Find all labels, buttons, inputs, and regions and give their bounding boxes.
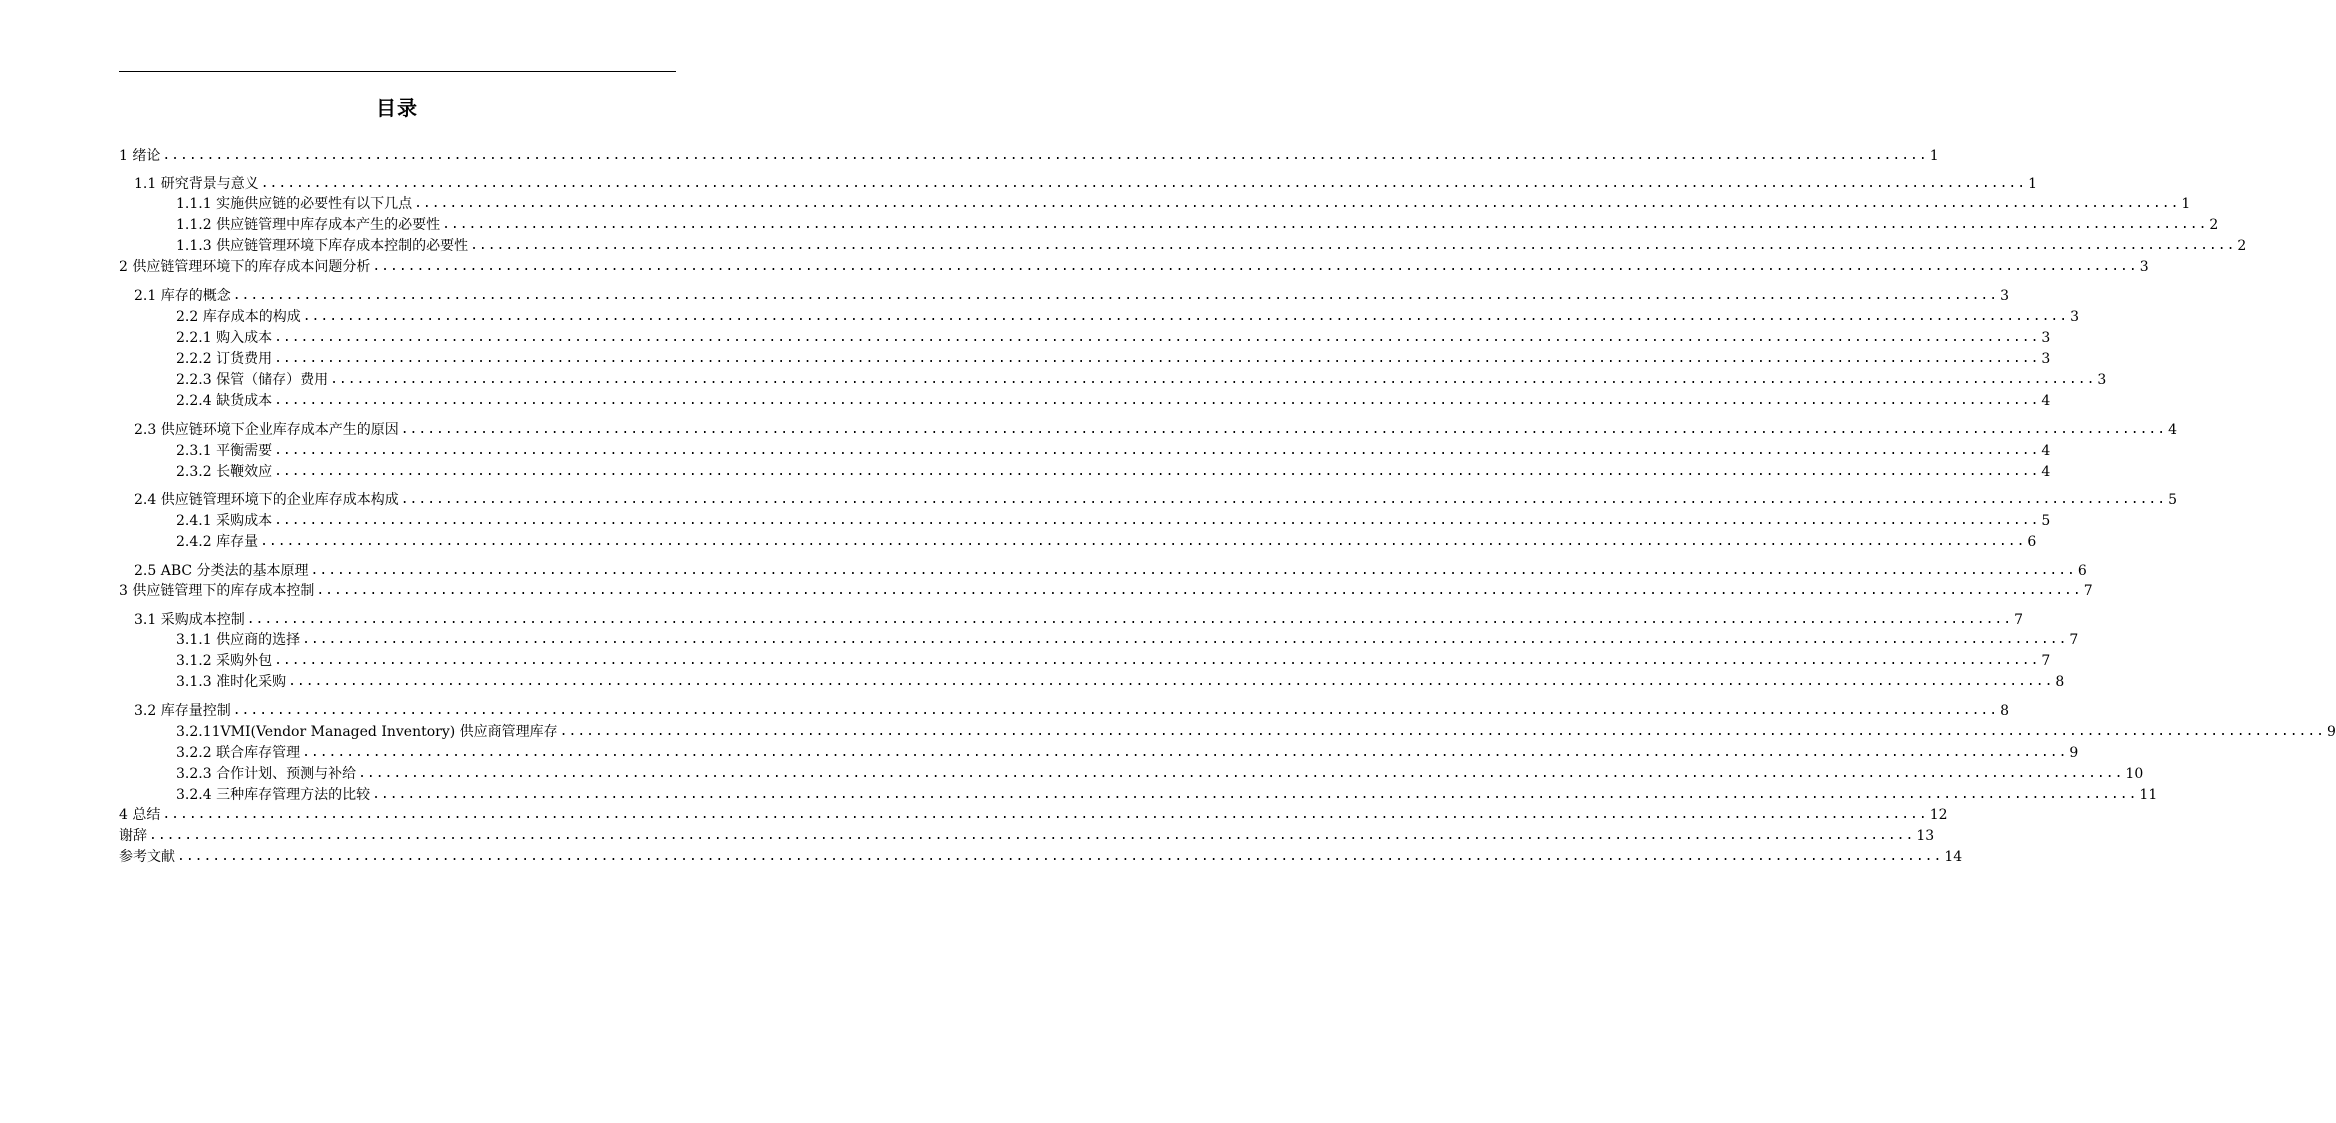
toc-entry[interactable] bbox=[119, 847, 1963, 867]
toc-dot-leader: ........................................................................................................................................................................................................ bbox=[330, 372, 2096, 387]
toc-entry-page-number: 9 bbox=[2069, 745, 2079, 761]
toc-dot-leader: ........................................................................................................................................................................................................ bbox=[316, 583, 2082, 598]
toc-dot-leader: ........................................................................................................................................................................................................ bbox=[274, 513, 2040, 528]
toc-entry[interactable] bbox=[176, 307, 2079, 327]
toc-entry-page-number: 5 bbox=[2168, 492, 2177, 508]
toc-dot-leader: ........................................................................................................................................................................................................ bbox=[288, 674, 2054, 689]
toc-entry[interactable] bbox=[119, 581, 2093, 601]
toc-dot-leader: ........................................................................................................................................................................................................ bbox=[232, 703, 1999, 718]
toc-entry[interactable] bbox=[134, 701, 2009, 721]
toc-entry-page-number: 6 bbox=[2027, 534, 2037, 550]
toc-entry-label: 2.2.3 保管（储存）费用 bbox=[176, 372, 329, 388]
toc-entry[interactable] bbox=[176, 511, 2051, 531]
toc-entry-page-number: 4 bbox=[2168, 422, 2177, 438]
toc-entry-label: 谢辞 bbox=[119, 828, 147, 844]
toc-entry[interactable] bbox=[176, 370, 2107, 390]
toc-entry-label: 2.2.4 缺货成本 bbox=[176, 393, 273, 409]
toc-entry-page-number: 3 bbox=[2139, 259, 2149, 275]
toc-entry-page-number: 8 bbox=[2000, 703, 2009, 719]
toc-dot-leader: ........................................................................................................................................................................................................ bbox=[310, 563, 2076, 578]
toc-entry-page-number: 9 bbox=[2327, 724, 2336, 740]
toc-entry-label: 2.4.1 采购成本 bbox=[176, 513, 273, 529]
toc-dot-leader: ........................................................................................................................................................................................................ bbox=[162, 148, 1928, 163]
toc-dot-leader: ........................................................................................................................................................................................................ bbox=[232, 288, 1999, 303]
toc-entry-page-number: 3 bbox=[2070, 309, 2079, 325]
toc-entry-label: 1.1.3 供应链管理环境下库存成本控制的必要性 bbox=[176, 238, 469, 254]
toc-entry-label: 1.1.1 实施供应链的必要性有以下几点 bbox=[176, 196, 413, 212]
toc-entry[interactable] bbox=[134, 286, 2009, 306]
toc-entry-label: 4 总结 bbox=[119, 807, 161, 823]
toc-entry-label: 2.5 ABC 分类法的基本原理 bbox=[134, 563, 309, 579]
toc-dot-leader: ........................................................................................................................................................................................................ bbox=[162, 807, 1928, 822]
toc-dot-leader: ........................................................................................................................................................................................................ bbox=[274, 653, 2040, 668]
toc-entry-page-number: 12 bbox=[1929, 807, 1948, 823]
toc-entry-label: 2.1 库存的概念 bbox=[134, 288, 231, 304]
toc-entry-label: 1.1.2 供应链管理中库存成本产生的必要性 bbox=[176, 217, 441, 233]
toc-entry-label: 2.4 供应链管理环境下的企业库存成本构成 bbox=[134, 492, 399, 508]
toc-entry-page-number: 4 bbox=[2041, 464, 2051, 480]
toc-entry[interactable] bbox=[176, 462, 2051, 482]
toc-dot-leader: ........................................................................................................................................................................................................ bbox=[372, 787, 2138, 802]
toc-entry-page-number: 2 bbox=[2209, 217, 2219, 233]
toc-entry-page-number: 13 bbox=[1916, 828, 1935, 844]
toc-entry-label: 3 供应链管理下的库存成本控制 bbox=[119, 583, 315, 599]
toc-dot-leader: ........................................................................................................................................................................................................ bbox=[559, 724, 2326, 739]
toc-dot-leader: ........................................................................................................................................................................................................ bbox=[260, 176, 2027, 191]
toc-entry[interactable] bbox=[176, 328, 2051, 348]
toc-entry[interactable] bbox=[176, 391, 2051, 411]
toc-entry-label: 3.1.1 供应商的选择 bbox=[176, 632, 301, 648]
toc-entry[interactable] bbox=[134, 490, 2177, 510]
toc-dot-leader: ........................................................................................................................................................................................................ bbox=[246, 612, 2013, 627]
toc-entry[interactable] bbox=[176, 441, 2051, 461]
toc-entry-label: 2.2 库存成本的构成 bbox=[176, 309, 301, 325]
toc-entry-label: 2.2.1 购入成本 bbox=[176, 330, 273, 346]
toc-dot-leader: ........................................................................................................................................................................................................ bbox=[400, 492, 2167, 507]
toc-dot-leader: ........................................................................................................................................................................................................ bbox=[302, 309, 2069, 324]
toc-dot-leader: ........................................................................................................................................................................................................ bbox=[442, 217, 2208, 232]
toc-dot-leader: ........................................................................................................................................................................................................ bbox=[274, 464, 2040, 479]
toc-entry-page-number: 10 bbox=[2125, 766, 2144, 782]
toc-entry-page-number: 7 bbox=[2014, 612, 2023, 628]
toc-entry[interactable] bbox=[176, 785, 2158, 805]
toc-entry-page-number: 6 bbox=[2077, 563, 2087, 579]
toc-entry[interactable] bbox=[119, 146, 1939, 166]
toc-entry-page-number: 7 bbox=[2041, 653, 2051, 669]
toc-entry-page-number: 8 bbox=[2055, 674, 2065, 690]
toc-dot-leader: ........................................................................................................................................................................................................ bbox=[372, 259, 2138, 274]
toc-entry[interactable] bbox=[176, 349, 2051, 369]
toc-dot-leader: ........................................................................................................................................................................................................ bbox=[302, 632, 2068, 647]
toc-entry-page-number: 3 bbox=[2041, 330, 2051, 346]
toc-entry-page-number: 7 bbox=[2069, 632, 2079, 648]
toc-entry-label: 1.1 研究背景与意义 bbox=[134, 176, 259, 192]
page-title: 目录 bbox=[376, 96, 418, 120]
toc-entry-page-number: 3 bbox=[2097, 372, 2107, 388]
toc-entry-page-number: 1 bbox=[2181, 196, 2191, 212]
toc-entry-page-number: 4 bbox=[2041, 393, 2051, 409]
toc-entry-label: 3.2.3 合作计划、预测与补给 bbox=[176, 766, 357, 782]
toc-entry-page-number: 4 bbox=[2041, 443, 2051, 459]
toc-entry-label: 3.1.3 准时化采购 bbox=[176, 674, 287, 690]
toc-entry[interactable] bbox=[134, 610, 2023, 630]
toc-entry[interactable] bbox=[134, 561, 2087, 581]
toc-entry[interactable] bbox=[176, 722, 2336, 742]
toc-dot-leader: ........................................................................................................................................................................................................ bbox=[260, 534, 2026, 549]
toc-entry[interactable] bbox=[119, 826, 1935, 846]
toc-entry-label: 1 绪论 bbox=[119, 148, 161, 164]
toc-entry-page-number: 7 bbox=[2083, 583, 2093, 599]
toc-dot-leader: ........................................................................................................................................................................................................ bbox=[274, 443, 2040, 458]
toc-entry[interactable] bbox=[176, 672, 2065, 692]
toc-entry[interactable] bbox=[176, 194, 2191, 214]
toc-entry-label: 2.4.2 库存量 bbox=[176, 534, 259, 550]
toc-dot-leader: ........................................................................................................................................................................................................ bbox=[274, 393, 2040, 408]
toc-dot-leader: ........................................................................................................................................................................................................ bbox=[149, 828, 1915, 843]
toc-entry[interactable] bbox=[176, 651, 2051, 671]
toc-entry[interactable] bbox=[176, 764, 2144, 784]
toc-entry-page-number: 14 bbox=[1944, 849, 1963, 865]
toc-entry-label: 3.2.11VMI(Vendor Managed Inventory) 供应商管理库存 bbox=[176, 724, 558, 740]
toc-dot-leader: ........................................................................................................................................................................................................ bbox=[414, 196, 2180, 211]
toc-entry-label: 3.1.2 采购外包 bbox=[176, 653, 273, 669]
toc-entry[interactable] bbox=[176, 215, 2219, 235]
toc-dot-leader: ........................................................................................................................................................................................................ bbox=[177, 849, 1943, 864]
toc-entry[interactable] bbox=[134, 174, 2037, 194]
toc-entry-page-number: 1 bbox=[1929, 148, 1939, 164]
toc-dot-leader: ........................................................................................................................................................................................................ bbox=[274, 330, 2040, 345]
toc-dot-leader: ........................................................................................................................................................................................................ bbox=[302, 745, 2068, 760]
toc-entry-page-number: 11 bbox=[2139, 787, 2158, 803]
toc-entry-label: 参考文献 bbox=[119, 849, 175, 865]
toc-entry[interactable] bbox=[176, 236, 2247, 256]
toc-entry-label: 3.2.4 三种库存管理方法的比较 bbox=[176, 787, 371, 803]
toc-entry-label: 2 供应链管理环境下的库存成本问题分析 bbox=[119, 259, 371, 275]
toc-entry[interactable] bbox=[176, 532, 2037, 552]
toc-entry-label: 2.3.2 长鞭效应 bbox=[176, 464, 273, 480]
toc-entry-label: 3.2.2 联合库存管理 bbox=[176, 745, 301, 761]
toc-entry[interactable] bbox=[119, 257, 2149, 277]
header-rule bbox=[119, 71, 676, 72]
toc-entry[interactable] bbox=[134, 420, 2177, 440]
toc-entry-label: 2.3.1 平衡需要 bbox=[176, 443, 273, 459]
toc-entry-page-number: 3 bbox=[2000, 288, 2009, 304]
toc-entry-label: 2.2.2 订货费用 bbox=[176, 351, 273, 367]
toc-dot-leader: ........................................................................................................................................................................................................ bbox=[358, 766, 2124, 781]
toc-entry[interactable] bbox=[176, 630, 2079, 650]
toc-entry-label: 3.2 库存量控制 bbox=[134, 703, 231, 719]
toc-entry-label: 3.1 采购成本控制 bbox=[134, 612, 245, 628]
toc-entry-page-number: 1 bbox=[2028, 176, 2037, 192]
toc-entry-page-number: 3 bbox=[2041, 351, 2051, 367]
toc-entry-label: 2.3 供应链环境下企业库存成本产生的原因 bbox=[134, 422, 399, 438]
toc-entry-page-number: 2 bbox=[2237, 238, 2247, 254]
toc-entry-page-number: 5 bbox=[2041, 513, 2051, 529]
toc-dot-leader: ........................................................................................................................................................................................................ bbox=[400, 422, 2167, 437]
toc-entry[interactable] bbox=[176, 743, 2079, 763]
toc-dot-leader: ........................................................................................................................................................................................................ bbox=[470, 238, 2236, 253]
toc-entry[interactable] bbox=[119, 805, 1948, 825]
toc-dot-leader: ........................................................................................................................................................................................................ bbox=[274, 351, 2040, 366]
